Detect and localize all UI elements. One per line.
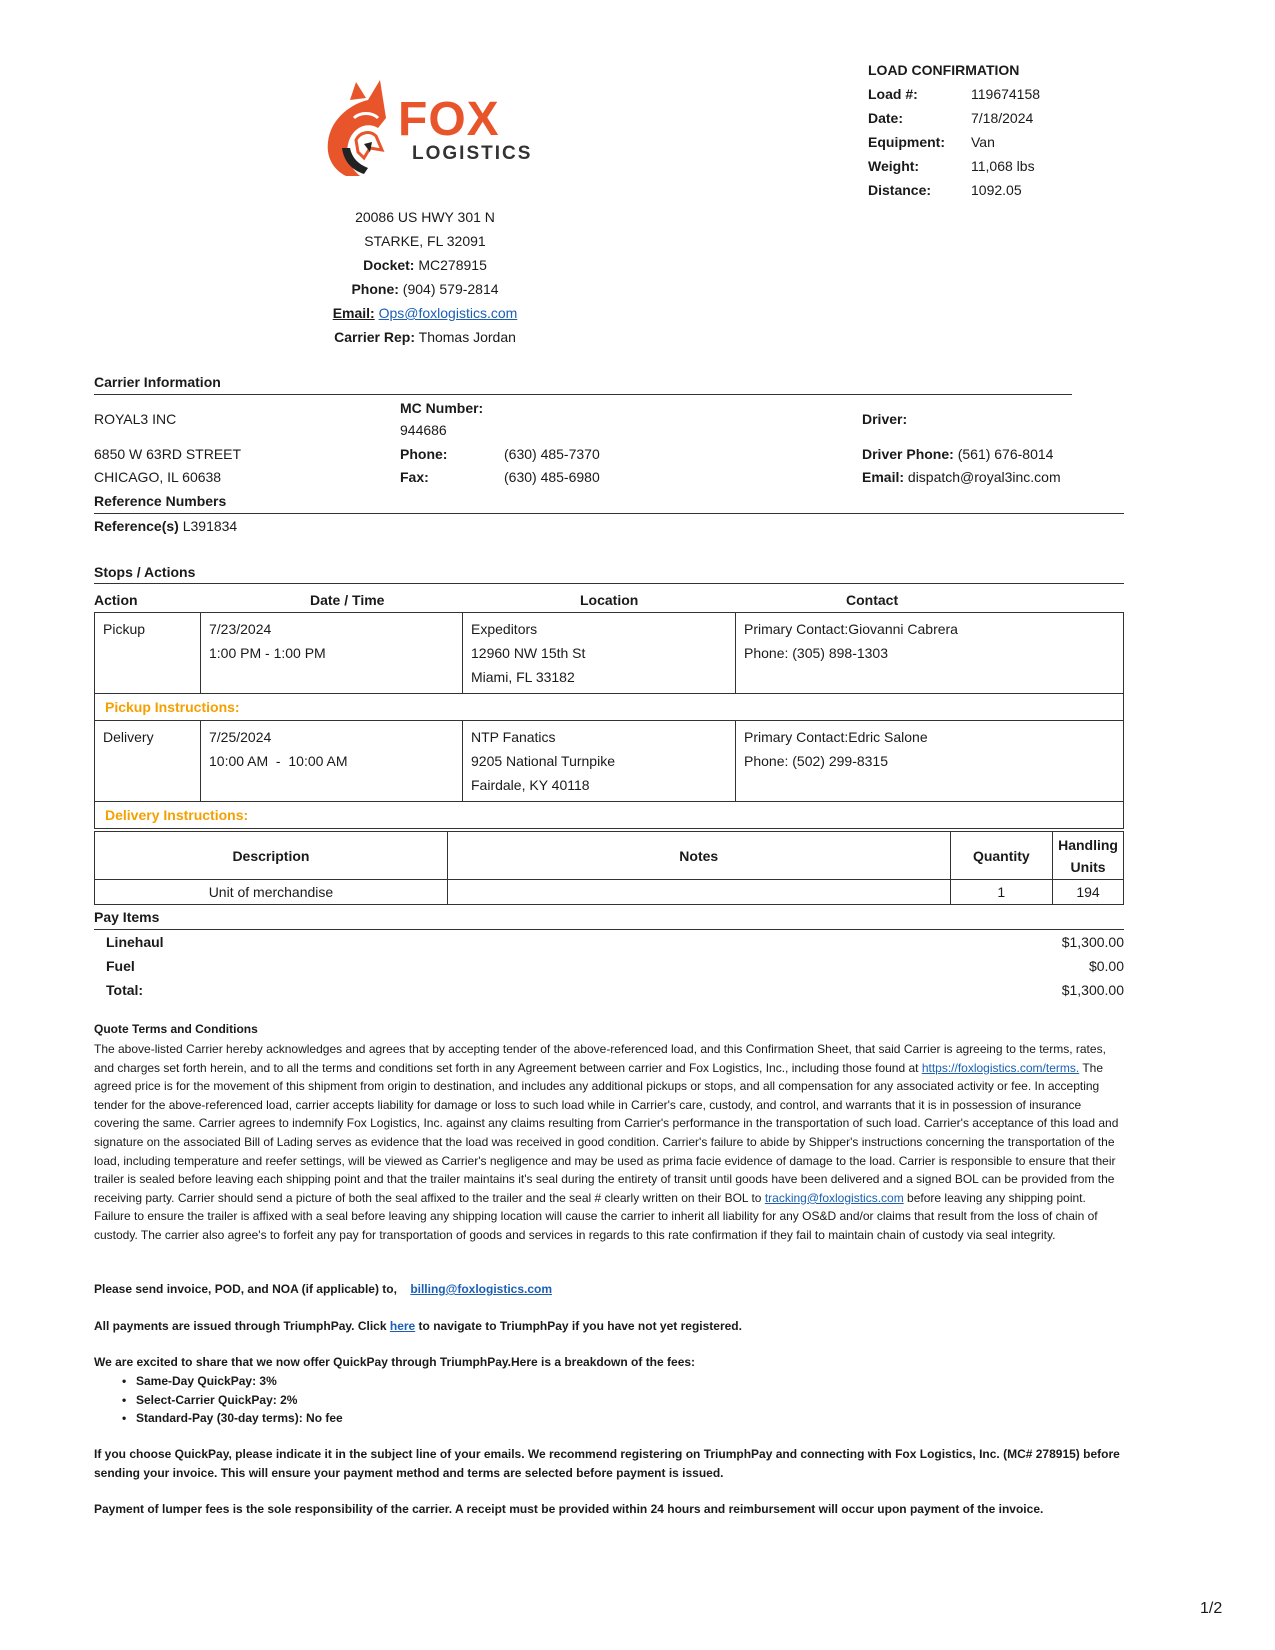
carrier-name: ROYAL3 INC <box>94 411 177 427</box>
carrier-city: CHICAGO, IL 60638 <box>94 469 222 485</box>
quickpay-fees-list <box>136 1372 343 1428</box>
delivery-contact: Primary Contact:Edric Salone Phone: (502) 299-8315 <box>744 729 928 769</box>
pickup-datetime: 7/23/2024 1:00 PM - 1:00 PM <box>201 613 463 693</box>
carrier-email: Email: dispatch@royal3inc.com <box>862 469 1061 485</box>
table-row <box>95 880 1124 905</box>
quickpay-note: If you choose QuickPay, please indicate it in the subject line of your emails. We recommend registering on TriumphPay and connecting with Fox Logistics, Inc. (MC# 278915) before sending your invoice. This will ensure your payment method and terms are selected before payment is issued. <box>94 1447 1120 1480</box>
stops-divider <box>94 583 1124 584</box>
pickup-contact: Primary Contact:Giovanni Cabrera Phone: (305) 898-1303 <box>744 621 958 661</box>
load-number-row: Load #: 119674158 <box>868 86 1041 102</box>
stops-table <box>94 612 1124 829</box>
triumphpay-here-link[interactable]: here <box>389 1319 416 1333</box>
driver-phone: Driver Phone: (561) 676-8014 <box>862 446 1054 462</box>
reference-numbers-title: Reference Numbers <box>94 493 227 509</box>
carrier-phone-value: (630) 485-7370 <box>504 446 600 462</box>
company-address-block <box>300 205 550 349</box>
company-address-line2: STARKE, FL 32091 <box>364 233 486 249</box>
stops-table-header <box>94 592 1124 612</box>
items-header-row <box>95 832 1124 880</box>
items-header-notes: Notes <box>447 832 950 880</box>
items-table <box>94 831 1124 905</box>
reference-divider <box>94 513 1124 514</box>
terms-title: Quote Terms and Conditions <box>94 1022 258 1036</box>
billing-email-link[interactable]: billing@foxlogistics.com <box>410 1282 553 1296</box>
company-email: Email: Ops@foxlogistics.com <box>332 305 518 321</box>
payments-note: All payments are issued through TriumphPay. Click here to navigate to TriumphPay if you have not yet registered. <box>94 1319 742 1333</box>
reference-row: Reference(s) L391834 <box>94 518 238 534</box>
stop-row-pickup <box>95 613 1123 694</box>
driver-label: Driver: <box>862 411 908 427</box>
pickup-location: Expeditors 12960 NW 15th St Miami, FL 33182 <box>463 613 736 693</box>
pay-items-title: Pay Items <box>94 909 160 925</box>
carrier-fax-value: (630) 485-6980 <box>504 469 600 485</box>
carrier-info-title: Carrier Information <box>94 374 221 390</box>
company-phone: Phone: (904) 579-2814 <box>351 281 499 297</box>
pay-row-linehaul: Linehaul $1,300.00 <box>106 934 1124 950</box>
company-docket: Docket: MC278915 <box>363 257 487 273</box>
lumper-note: Payment of lumper fees is the sole responsibility of the carrier. A receipt must be provided within 24 hours and reimbursement will occur upon payment of the invoice. <box>94 1502 1044 1516</box>
delivery-datetime: 7/25/2024 10:00 AM - 10:00 AM <box>201 721 463 801</box>
stops-actions-title: Stops / Actions <box>94 564 196 580</box>
list-item: • Standard-Pay (30-day terms): No fee <box>136 1409 343 1428</box>
stops-header-datetime: Date / Time <box>310 592 385 608</box>
tracking-email-link[interactable]: tracking@foxlogistics.com <box>764 1190 904 1205</box>
delivery-instructions: Delivery Instructions: <box>105 807 249 823</box>
carrier-info-divider <box>94 394 1072 395</box>
stops-header-location: Location <box>580 592 639 608</box>
mc-number-value: 944686 <box>400 422 447 438</box>
stop-row-delivery <box>95 721 1123 802</box>
pickup-instructions: Pickup Instructions: <box>95 694 1123 721</box>
mc-number-label: MC Number: <box>400 400 484 416</box>
fox-logistics-logo <box>320 78 540 178</box>
pickup-action: Pickup <box>95 613 201 693</box>
load-date-row: Date: 7/18/2024 <box>868 110 1034 126</box>
pay-items-divider <box>94 929 1124 930</box>
list-item: • Select-Carrier QuickPay: 2% <box>136 1391 343 1410</box>
load-confirmation-panel <box>868 62 1128 206</box>
invoice-note: Please send invoice, POD, and NOA (if applicable) to, billing@foxlogistics.com <box>94 1282 553 1296</box>
item-notes <box>447 880 950 905</box>
quickpay-intro: We are excited to share that we now offer QuickPay through TriumphPay.Here is a breakdown of the fees: <box>94 1355 696 1369</box>
delivery-action: Delivery <box>95 721 201 801</box>
items-header-quantity: Quantity <box>950 832 1053 880</box>
load-distance-row: Distance: 1092.05 <box>868 182 1022 198</box>
pay-row-total: Total: $1,300.00 <box>106 982 1124 998</box>
load-weight-row: Weight: 11,068 lbs <box>868 158 1035 174</box>
logo-word-logistics: LOGISTICS <box>412 143 533 164</box>
items-header-handling: Handling Units <box>1053 832 1124 880</box>
load-equipment-row: Equipment: Van <box>868 134 995 150</box>
list-item: • Same-Day QuickPay: 3% <box>136 1372 343 1391</box>
item-description: Unit of merchandise <box>95 880 448 905</box>
stops-header-action: Action <box>94 592 138 608</box>
pay-row-fuel: Fuel $0.00 <box>106 958 1124 974</box>
item-handling-units: 194 <box>1053 880 1124 905</box>
company-email-link[interactable]: Ops@foxlogistics.com <box>378 305 518 321</box>
stops-header-contact: Contact <box>846 592 899 608</box>
logo-word-fox: FOX <box>398 93 500 146</box>
page-number: 1/2 <box>1200 1600 1223 1617</box>
terms-link[interactable]: https://foxlogistics.com/terms. <box>921 1060 1080 1075</box>
carrier-fax-label: Fax: <box>400 469 429 485</box>
terms-text: The above-listed Carrier hereby acknowledges and agrees that by accepting tender of the above-referenced load, and this Confirmation Sheet, that said Carrier is agreeing to the terms, rates, and charges set forth herein, and to all the terms and conditions set forth in any Agreement between carrier and Fox Logistics, Inc., including those found at https://foxlogistics.com/terms. The agreed price is for the movement of this shipment from origin to destination, and includes any additional pickups or stops, and all compensation for any associated activity or fee. In accepting tender for the above-referenced load, carrier accepts liability for damage or loss to such load while in Carrier's care, custody, and control, and warrants that it is in possession of insurance covering the same. Carrier agrees to indemnify Fox Logistics, Inc. against any claims resulting from Carrier's performance in the transportation of such load. Carrier's acceptance of this load and signature on the associated Bill of Lading serves as evidence that the load was received in good condition. Carrier's failure to abide by Shipper's instructions concerning the transportation of the load, including temperature and reefer settings, will be viewed as Carrier's negligence and may be used as prima facie evidence of damage to the load. Carrier is responsible to ensure that their trailer is sealed before leaving each shipping point and that the trailer maintains it's seal during the entirety of transit until goods have been delivered and a signed BOL can be provided from the receiving party. Carrier should send a picture of both the seal affixed to the trailer and the seal # clearly written on their BOL to tracking@foxlogistics.com before leaving any shipping point. Failure to ensure the trailer is affixed with a seal before leaving any shipping location will cause the carrier to inherit all liability for any OS&D and/or claims that result from the loss of chain of custody. The carrier also agree's to forfeit any pay for transportation of goods and services in regards to this rate confirmation if they fail to maintain chain of custody via seal integrity. <box>94 1042 1119 1242</box>
company-carrier-rep: Carrier Rep: Thomas Jordan <box>334 329 516 345</box>
company-address-line1: 20086 US HWY 301 N <box>355 209 495 225</box>
item-quantity: 1 <box>950 880 1053 905</box>
carrier-phone-label: Phone: <box>400 446 448 462</box>
load-confirmation-title: LOAD CONFIRMATION <box>868 62 1020 78</box>
delivery-location: NTP Fanatics 9205 National Turnpike Fairdale, KY 40118 <box>463 721 736 801</box>
items-header-description: Description <box>95 832 448 880</box>
carrier-street: 6850 W 63RD STREET <box>94 446 242 462</box>
